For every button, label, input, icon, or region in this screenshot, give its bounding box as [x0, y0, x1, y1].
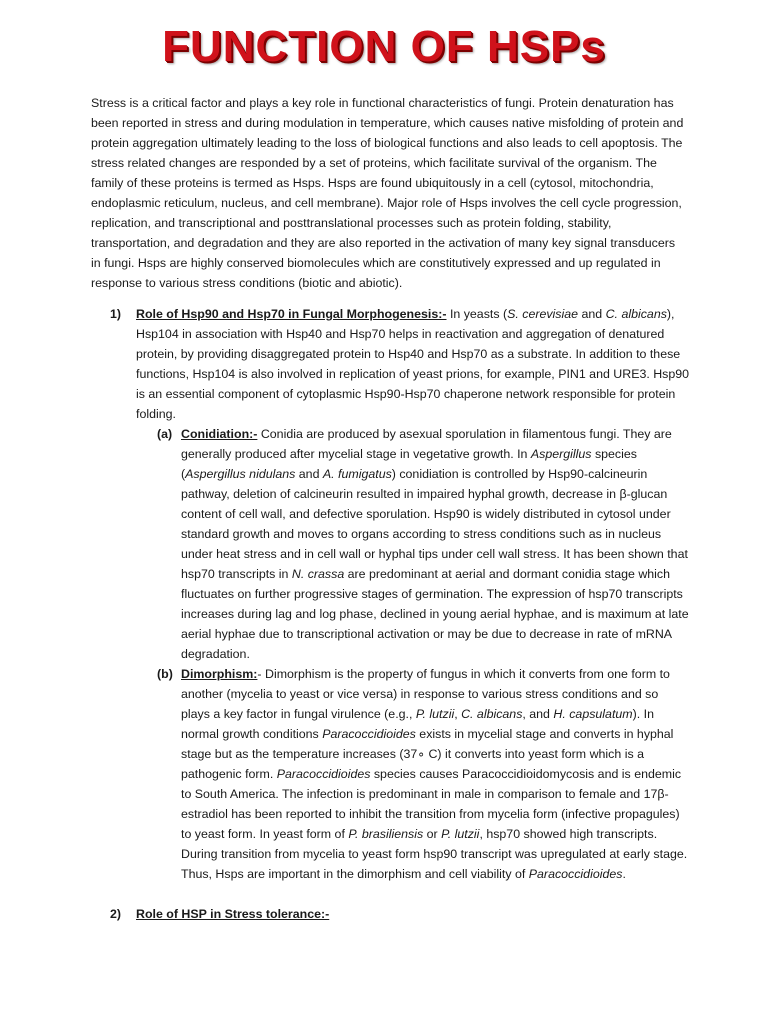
- text-run: exists in mycelial stage and converts in hyphal stage but as the temperature increases (37∘ C) it converts into yeast form which is a pathogenic form.: [181, 727, 674, 781]
- species-name: C. albicans: [461, 707, 523, 721]
- species-name: Aspergillus nidulans: [185, 467, 296, 481]
- text-run: or: [423, 827, 442, 841]
- text-run: , and: [522, 707, 554, 721]
- subsection-body: [181, 664, 690, 884]
- text-run: and: [578, 307, 606, 321]
- subsection-heading: Dimorphism:: [181, 667, 258, 681]
- text-run: .: [622, 867, 626, 881]
- page-title: FUNCTION OF HSPs: [162, 22, 606, 71]
- subsection-dimorphism: [157, 664, 690, 884]
- subsection-body: [181, 424, 690, 664]
- species-name: N. crassa: [291, 567, 345, 581]
- species-name: P. lutzii: [415, 707, 455, 721]
- section-body: [136, 904, 690, 924]
- species-name: A. fumigatus: [322, 467, 392, 481]
- text-run: ), Hsp104 in association with Hsp40 and Hsp70 helps in reactivation and aggregation of denatured protein, by providing disaggregated protein to Hsp40 and Hsp70 as a substrate. In addition to these functions, Hsp104 is also involved in replication of yeast prions, for example, PIN1 and URE3. Hsp90 is an essential component of cytoplasmic Hsp90-Hsp70 chaperone network responsible for protein folding.: [136, 307, 690, 421]
- text-run: - Dimorphism is the property of fungus in which it converts from one form to another (mycelia to yeast or vice versa) in response to various stress conditions and so plays a key factor in fungal virulence (e.g.,: [181, 667, 670, 721]
- text-run: Conidia are produced by asexual sporulation in filamentous fungi. They are generally produced after mycelial stage in vegetative growth. In: [181, 427, 672, 461]
- subsection-label: (a): [157, 427, 173, 441]
- section-number: 1): [110, 307, 122, 321]
- species-name: Aspergillus: [530, 447, 592, 461]
- species-name: Paracoccidioides: [528, 867, 623, 881]
- species-name: P. lutzii: [441, 827, 480, 841]
- subsection-heading: Conidiation:-: [181, 427, 258, 441]
- text-run: ) conidiation is controlled by Hsp90-calcineurin pathway, deletion of calcineurin resulted in impaired hyphal growth, decrease in β-glucan content of cell wall, and defective sporulation. Hsp90 is widely distributed in cytosol under standard growth and moves to organs according to stress conditions such as in nucleus under heat stress and in cell wall or hyphal tips under cell wall stress. It has been shown that hsp70 transcripts in: [181, 467, 688, 581]
- species-name: H. capsulatum: [553, 707, 633, 721]
- text-run: and: [295, 467, 323, 481]
- section-heading: Role of Hsp90 and Hsp70 in Fungal Morphogenesis:-: [136, 307, 447, 321]
- section-number: 2): [110, 907, 122, 921]
- section-stress-tolerance: [110, 904, 690, 924]
- species-name: Paracoccidioides: [276, 767, 371, 781]
- text-run: species (: [181, 447, 637, 481]
- species-name: Paracoccidioides: [322, 727, 416, 741]
- section-body: [136, 304, 690, 424]
- text-run: ,: [454, 707, 462, 721]
- species-name: P. brasiliensis: [348, 827, 424, 841]
- species-name: C. albicans: [605, 307, 667, 321]
- section-hsp90-hsp70: [110, 304, 690, 424]
- subsection-conidiation: [157, 424, 690, 664]
- section-heading: Role of HSP in Stress tolerance:-: [136, 907, 330, 921]
- text-run: , hsp70 showed high transcripts. During transition from mycelia to yeast form hsp90 transcript was upregulated at early stage. Thus, Hsps are important in the dimorphism and cell viability of: [181, 827, 688, 881]
- species-name: S. cerevisiae: [507, 307, 579, 321]
- intro-paragraph: Stress is a critical factor and plays a key role in functional characteristics of fungi. Protein denaturation has been reported in stress and during modulation in temperature, which causes native misfolding of protein and protein aggregation ultimately leading to the loss of biological functions and also leads to cell apoptosis. The stress related changes are responded by a set of proteins, which facilitate survival of the organism. The family of these proteins is termed as Hsps. Hsps are found ubiquitously in a cell (cytosol, mitochondria, endoplasmic reticulum, nucleus, and cell membrane). Major role of Hsps involves the cell cycle progression, replication, and transcriptional and posttranslational processes such as protein folding, stability, transportation, and degradation and they are also reported in the activation of many key signal transducers in fungi. Hsps are highly conserved biomolecules which are constitutively expressed and up regulated in response to various stress conditions (biotic and abiotic).: [91, 96, 684, 290]
- text-run: are predominant at aerial and dormant conidia stage which fluctuates on further progressive stages of germination. The expression of hsp70 transcripts increases during lag and log phase, declined in young aerial hyphae, and is maximum at late aerial hyphae due to transcriptional activation or may be due to decrease in rate of mRNA degradation.: [181, 567, 689, 661]
- text-run: ). In normal growth conditions: [181, 707, 654, 741]
- text-run: In yeasts (: [446, 307, 508, 321]
- text-run: species causes Paracoccidioidomycosis and is endemic to South America. The infection is predominant in male in comparison to female and 17β-estradiol has been reported to inhibit the transition from mycelia form (infective propagules) to yeast form. In yeast form of: [181, 767, 682, 841]
- subsection-label: (b): [157, 667, 173, 681]
